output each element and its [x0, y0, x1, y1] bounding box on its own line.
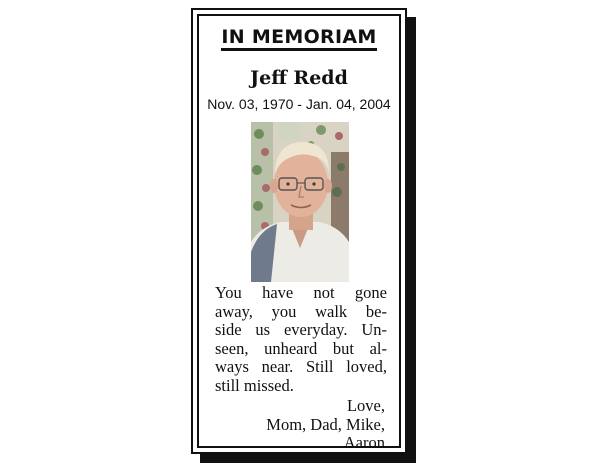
- verse-line: side us everyday. Un-: [215, 320, 387, 339]
- verse-line: still missed.: [215, 375, 294, 395]
- life-dates: Nov. 03, 1970 - Jan. 04, 2004: [207, 96, 391, 112]
- memorial-verse: [215, 284, 387, 395]
- signoff-line: Aaron: [343, 433, 385, 452]
- person-name: Jeff Redd: [250, 67, 348, 89]
- verse-line: away, you walk be-: [215, 301, 387, 321]
- portrait-photo: [251, 122, 349, 282]
- verse-line: seen, unheard but al-: [215, 338, 387, 358]
- card-inner-border: [197, 14, 401, 452]
- verse-line: You have not gone: [215, 283, 387, 302]
- verse-line: ways near. Still loved,: [215, 357, 387, 376]
- family-signoff: [213, 397, 385, 453]
- portrait-photo-illustration: [251, 122, 349, 282]
- memoriam-heading: [199, 26, 399, 48]
- signoff-line: Mom, Dad, Mike,: [266, 414, 385, 434]
- signoff-line: Love,: [346, 396, 385, 415]
- memoriam-heading-text: IN MEMORIAM: [221, 26, 376, 51]
- memorial-card: [191, 8, 407, 454]
